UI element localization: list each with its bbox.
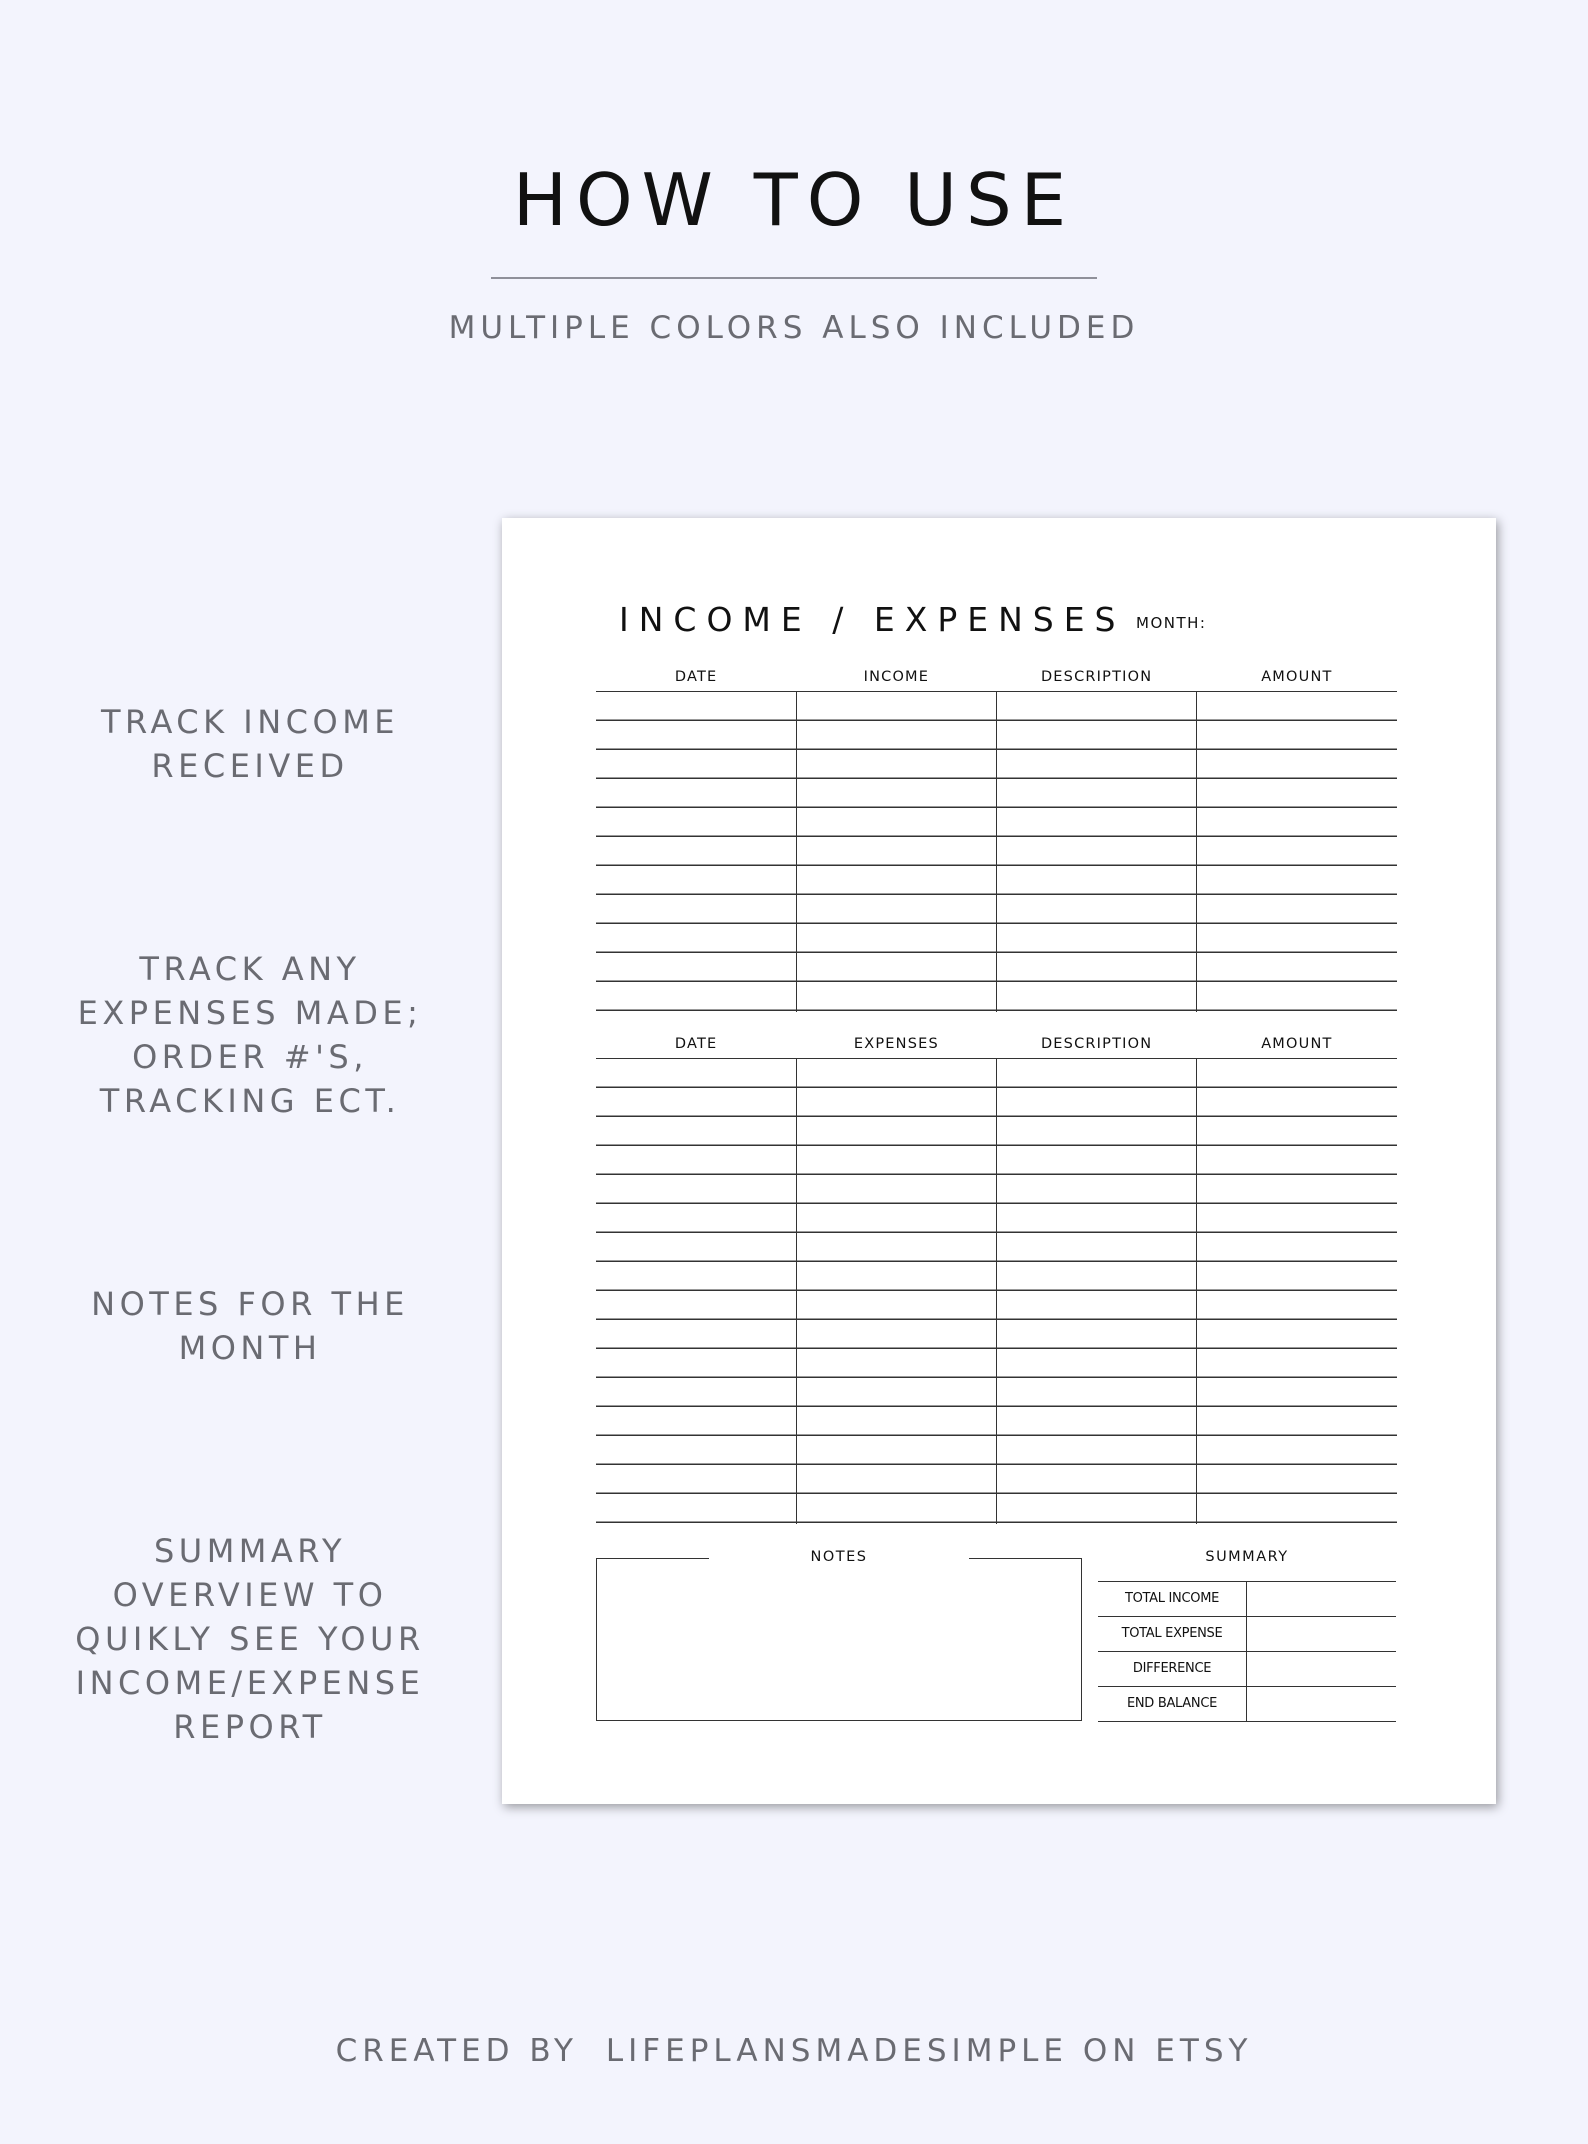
summary-row-value xyxy=(1247,1582,1396,1616)
summary-row xyxy=(1098,1687,1396,1722)
callout-line: TRACK ANY xyxy=(139,950,361,988)
column-header: EXPENSES xyxy=(853,1036,939,1052)
column-header: AMOUNT xyxy=(1261,1036,1333,1052)
callout-summary xyxy=(60,1529,440,1749)
column-divider xyxy=(796,692,797,1012)
callout-expenses xyxy=(60,947,440,1123)
column-divider xyxy=(996,1059,997,1524)
page-subtitle: MULTIPLE COLORS ALSO INCLUDED xyxy=(448,310,1140,346)
summary-table xyxy=(1098,1581,1396,1722)
summary-row-label: DIFFERENCE xyxy=(1098,1652,1247,1686)
column-header: AMOUNT xyxy=(1261,669,1333,685)
column-divider xyxy=(1196,692,1197,1012)
callout-line: NOTES FOR THE xyxy=(91,1285,409,1323)
page-title: HOW TO USE xyxy=(512,158,1076,242)
footer-shop-name: LIFEPLANSMADESIMPLE ON ETSY xyxy=(605,2033,1253,2069)
column-header: DATE xyxy=(674,1036,718,1052)
column-header: INCOME xyxy=(863,669,930,685)
callout-line: EXPENSES MADE; xyxy=(77,994,423,1032)
expense-table-header xyxy=(596,1030,1397,1058)
planner-sheet xyxy=(502,518,1496,1804)
callout-line: TRACK INCOME xyxy=(100,703,400,741)
column-header: DATE xyxy=(674,669,718,685)
summary-label: SUMMARY xyxy=(1205,1549,1289,1565)
callout-line: ORDER #'S, xyxy=(132,1038,368,1076)
month-label: MONTH: xyxy=(1136,614,1207,632)
notes-box xyxy=(596,1549,1082,1721)
sheet-title: INCOME / EXPENSES xyxy=(619,600,1126,639)
column-divider xyxy=(796,1059,797,1524)
callout-notes xyxy=(60,1282,440,1370)
callout-line: TRACKING ECT. xyxy=(99,1082,401,1120)
column-divider xyxy=(1196,1059,1197,1524)
footer-credit xyxy=(0,2033,1588,2069)
expense-table-rows xyxy=(596,1058,1397,1524)
notes-label: NOTES xyxy=(810,1549,868,1565)
callout-line: OVERVIEW TO xyxy=(112,1576,388,1614)
callout-line: INCOME/EXPENSE xyxy=(75,1664,425,1702)
summary-row xyxy=(1098,1582,1396,1617)
summary-row-value xyxy=(1247,1687,1396,1721)
column-divider xyxy=(996,692,997,1012)
summary-row-label: TOTAL INCOME xyxy=(1098,1582,1247,1616)
callout-income xyxy=(60,700,440,788)
income-table-header xyxy=(596,663,1397,691)
callout-line: SUMMARY xyxy=(153,1532,347,1570)
footer-created-by: CREATED BY xyxy=(335,2033,578,2069)
summary-row-label: END BALANCE xyxy=(1098,1687,1247,1721)
title-divider xyxy=(491,277,1097,279)
summary-row-label: TOTAL EXPENSE xyxy=(1098,1617,1247,1651)
summary-row xyxy=(1098,1652,1396,1687)
callout-line: RECEIVED xyxy=(151,747,349,785)
column-header: DESCRIPTION xyxy=(1040,1036,1153,1052)
column-header: DESCRIPTION xyxy=(1040,669,1153,685)
callout-line: MONTH xyxy=(178,1329,322,1367)
income-table-rows xyxy=(596,691,1397,1012)
summary-row-value xyxy=(1247,1617,1396,1651)
callout-line: REPORT xyxy=(173,1708,327,1746)
summary-row-value xyxy=(1247,1652,1396,1686)
callout-line: QUIKLY SEE YOUR xyxy=(75,1620,425,1658)
summary-row xyxy=(1098,1617,1396,1652)
